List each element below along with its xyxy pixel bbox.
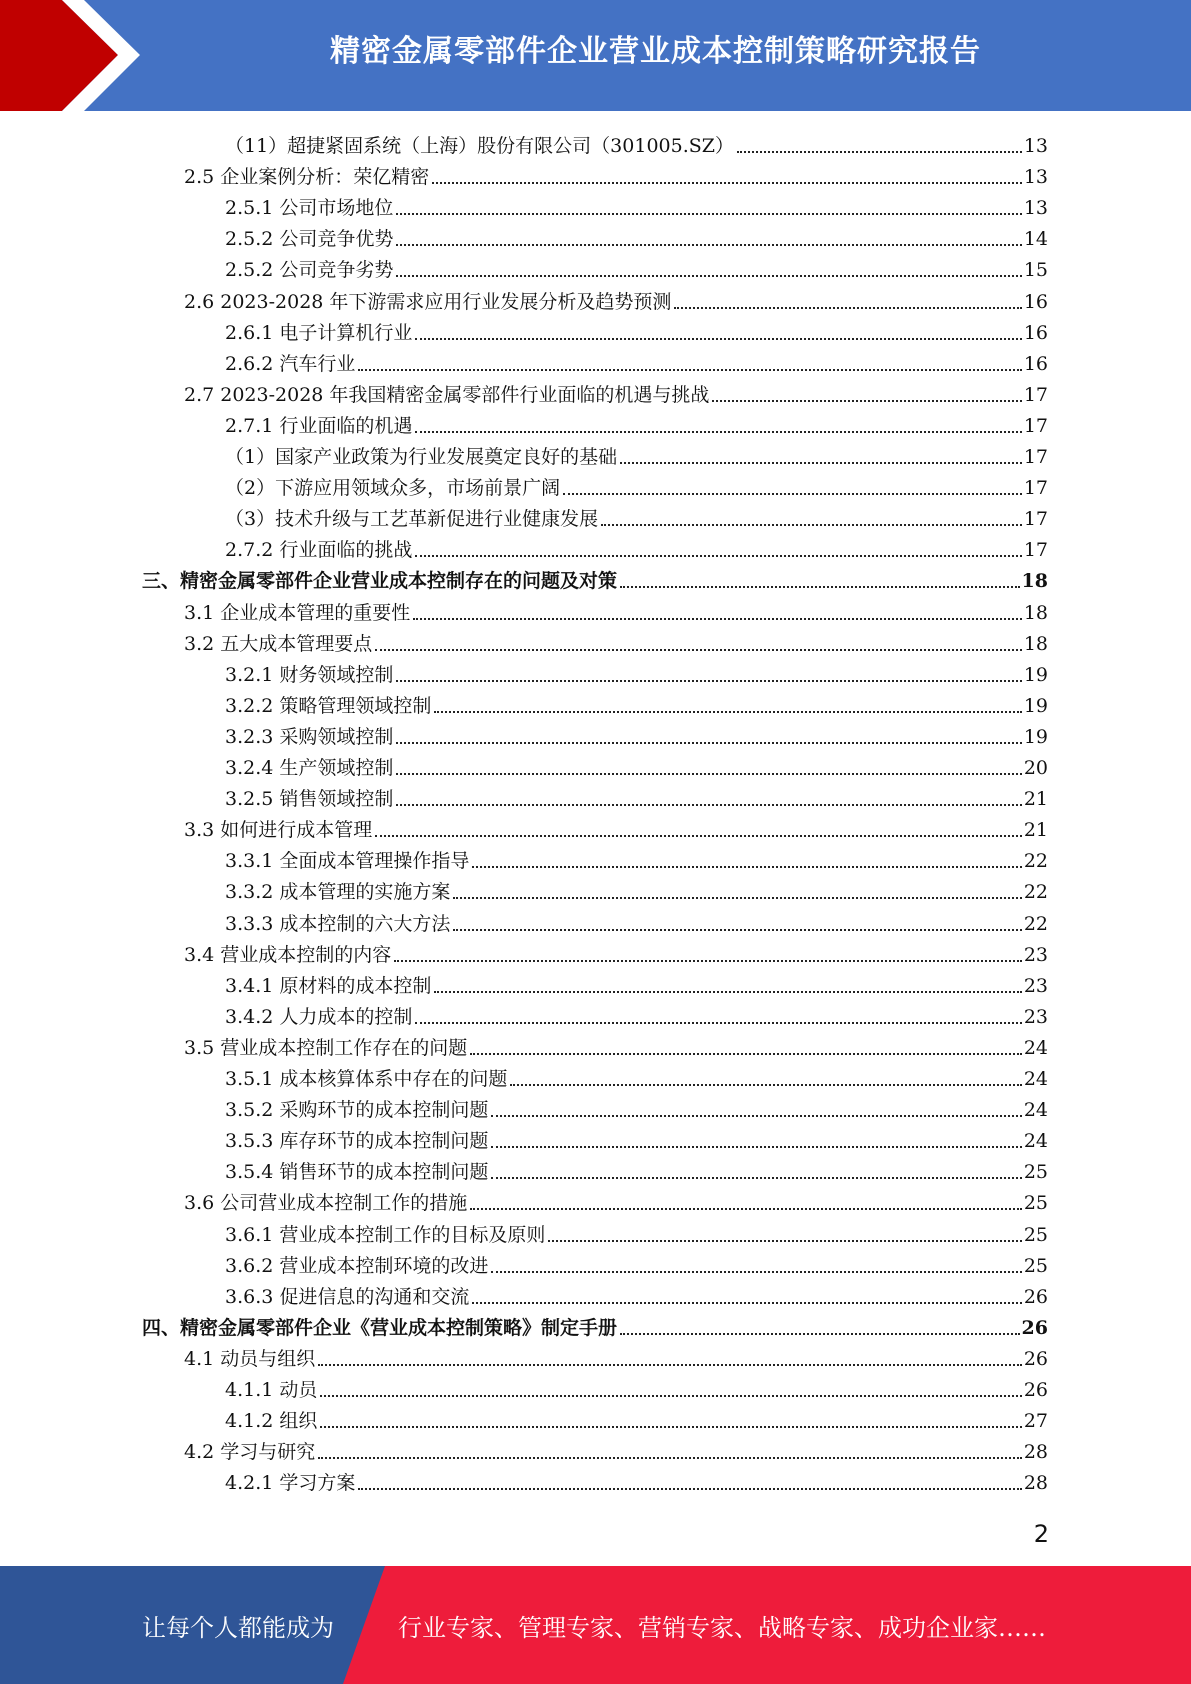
- toc-entry[interactable]: [225, 1092, 1048, 1123]
- toc-entry[interactable]: [184, 937, 1048, 968]
- toc-entry-page: 21: [1023, 819, 1048, 842]
- toc-dot-leader: [396, 679, 1021, 682]
- toc-entry[interactable]: [225, 346, 1048, 377]
- toc-dot-leader: [472, 865, 1021, 868]
- toc-entry[interactable]: [225, 1154, 1048, 1185]
- toc-dot-leader: [413, 617, 1022, 620]
- toc-entry-page: 25: [1023, 1223, 1048, 1246]
- toc-entry-page: 28: [1023, 1441, 1048, 1464]
- toc-dot-leader: [470, 1207, 1022, 1210]
- toc-dot-leader: [601, 523, 1022, 526]
- toc-dot-leader: [318, 1363, 1022, 1366]
- toc-entry-page: 22: [1023, 912, 1048, 935]
- toc-dot-leader: [620, 585, 1020, 588]
- toc-entry[interactable]: [184, 626, 1048, 657]
- toc-entry-page: 18: [1023, 632, 1048, 655]
- toc-entry-page: 17: [1023, 508, 1048, 531]
- toc-dot-leader: [396, 772, 1021, 775]
- toc-entry-title: 2.6 2023-2028 年下游需求应用行业发展分析及趋势预测: [184, 290, 672, 313]
- toc-dot-leader: [491, 1145, 1021, 1148]
- toc-entry-page: 19: [1023, 725, 1048, 748]
- toc-entry-title: 3.3 如何进行成本管理: [184, 819, 373, 842]
- toc-entry-title: 3.6 公司营业成本控制工作的措施: [184, 1192, 468, 1215]
- toc-entry[interactable]: [225, 781, 1048, 812]
- toc-dot-leader: [712, 399, 1021, 402]
- toc-entry-page: 25: [1023, 1161, 1048, 1184]
- toc-entry-title: （11）超捷紧固系统（上海）股份有限公司（301005.SZ）: [225, 135, 734, 157]
- toc-entry-title: 2.5.1 公司市场地位: [225, 197, 394, 220]
- toc-entry[interactable]: [225, 719, 1048, 750]
- toc-entry-title: （2）下游应用领域众多，市场前景广阔: [225, 477, 561, 500]
- toc-entry[interactable]: [225, 1123, 1048, 1154]
- toc-entry-title: 4.1.1 动员: [225, 1379, 318, 1401]
- toc-entry-title: 3.6.3 促进信息的沟通和交流: [225, 1285, 470, 1308]
- toc-entry[interactable]: [225, 906, 1048, 937]
- toc-entry-title: 3.2.5 销售领域控制: [225, 788, 394, 811]
- toc-entry-title: 4.2.1 学习方案: [225, 1472, 356, 1495]
- toc-dot-leader: [415, 430, 1021, 433]
- toc-entry-title: 2.5.2 公司竞争劣势: [225, 259, 394, 282]
- toc-dot-leader: [375, 648, 1022, 651]
- toc-entry-page: 27: [1023, 1410, 1048, 1433]
- toc-entry-page: 26: [1023, 1285, 1048, 1308]
- toc-entry[interactable]: [225, 1061, 1048, 1092]
- toc-entry-title: 3.1 企业成本管理的重要性: [184, 601, 411, 624]
- toc-entry-page: 13: [1023, 166, 1048, 189]
- toc-dot-leader: [453, 928, 1021, 931]
- toc-entry-page: 18: [1023, 601, 1048, 624]
- toc-entry-title: 3.2.4 生产领域控制: [225, 757, 394, 779]
- toc-entry-page: 28: [1023, 1472, 1048, 1495]
- toc-dot-leader: [396, 803, 1021, 806]
- toc-dot-leader: [674, 306, 1021, 309]
- toc-entry-page: 21: [1023, 788, 1048, 811]
- toc-entry-page: 22: [1023, 881, 1048, 904]
- toc-dot-leader: [415, 554, 1021, 557]
- toc-dot-leader: [396, 741, 1021, 744]
- toc-dot-leader: [470, 1052, 1022, 1055]
- toc-entry-title: （3）技术升级与工艺革新促进行业健康发展: [225, 508, 599, 531]
- report-title: 精密金属零部件企业营业成本控制策略研究报告: [330, 34, 981, 69]
- toc-entry-title: 2.6.2 汽车行业: [225, 352, 356, 375]
- toc-entry-page: 25: [1023, 1254, 1048, 1277]
- toc-entry-title: 3.2.1 财务领域控制: [225, 663, 394, 686]
- toc-entry-page: 26: [1023, 1347, 1048, 1370]
- toc-entry[interactable]: [225, 688, 1048, 719]
- toc-entry-page: 13: [1023, 197, 1048, 220]
- toc-entry-title: 4.2 学习与研究: [184, 1441, 316, 1464]
- toc-entry-page: 18: [1021, 570, 1048, 593]
- toc-dot-leader: [320, 1425, 1021, 1428]
- toc-entry[interactable]: [184, 812, 1048, 843]
- toc-entry-page: 16: [1023, 290, 1048, 313]
- toc-entry-title: 4.1 动员与组织: [184, 1347, 316, 1370]
- toc-dot-leader: [563, 492, 1022, 495]
- toc-entry-title: 四、精密金属零部件企业《营业成本控制策略》制定手册: [142, 1316, 618, 1339]
- toc-entry[interactable]: [225, 1372, 1048, 1403]
- toc-dot-leader: [548, 1239, 1021, 1242]
- toc-entry[interactable]: [225, 408, 1048, 439]
- toc-dot-leader: [432, 181, 1022, 184]
- toc-dot-leader: [472, 1301, 1021, 1304]
- toc-entry[interactable]: [142, 563, 1048, 594]
- toc-entry[interactable]: [225, 968, 1048, 999]
- toc-entry-page: 14: [1023, 228, 1048, 251]
- toc-entry[interactable]: [184, 1030, 1048, 1061]
- toc-dot-leader: [491, 1270, 1021, 1273]
- toc-entry-page: 20: [1023, 757, 1048, 779]
- toc-dot-leader: [396, 243, 1021, 246]
- toc-dot-leader: [375, 834, 1022, 837]
- toc-entry[interactable]: [225, 128, 1048, 159]
- toc-entry-page: 17: [1023, 414, 1048, 437]
- toc-dot-leader: [453, 896, 1021, 899]
- toc-dot-leader: [415, 337, 1021, 340]
- toc-dot-leader: [434, 710, 1021, 713]
- toc-entry-title: 3.2.2 策略管理领域控制: [225, 694, 432, 717]
- toc-entry-title: 2.7.1 行业面临的机遇: [225, 414, 413, 437]
- toc-entry-title: 2.7 2023-2028 年我国精密金属零部件行业面临的机遇与挑战: [184, 383, 710, 406]
- toc-entry-page: 23: [1023, 974, 1048, 997]
- toc-entry[interactable]: [184, 377, 1048, 408]
- page-number: 2: [1033, 1520, 1049, 1548]
- toc-entry[interactable]: [225, 221, 1048, 252]
- toc-entry-page: 23: [1023, 943, 1048, 966]
- toc-entry[interactable]: [225, 1248, 1048, 1279]
- toc-dot-leader: [358, 1487, 1021, 1490]
- toc-entry-title: 3.3.1 全面成本管理操作指导: [225, 850, 470, 873]
- toc-entry-title: 3.4.2 人力成本的控制: [225, 1005, 413, 1028]
- toc-entry-page: 19: [1023, 663, 1048, 686]
- toc-entry[interactable]: [225, 1465, 1048, 1496]
- toc-dot-leader: [434, 990, 1021, 993]
- toc-entry-title: 3.5.3 库存环节的成本控制问题: [225, 1130, 489, 1153]
- toc-entry[interactable]: [225, 190, 1048, 221]
- toc-entry[interactable]: [225, 657, 1048, 688]
- page-footer: [0, 1566, 1191, 1684]
- toc-entry-title: 2.5.2 公司竞争优势: [225, 228, 394, 251]
- toc-entry[interactable]: [225, 1403, 1048, 1434]
- toc-entry-page: 22: [1023, 850, 1048, 873]
- toc-entry-title: 3.3.3 成本控制的六大方法: [225, 912, 451, 935]
- toc-entry-title: 3.4.1 原材料的成本控制: [225, 974, 432, 997]
- toc-entry-page: 26: [1021, 1316, 1048, 1339]
- toc-entry-page: 16: [1023, 352, 1048, 375]
- toc-entry[interactable]: [184, 284, 1048, 315]
- toc-entry-title: 三、精密金属零部件企业营业成本控制存在的问题及对策: [142, 570, 618, 593]
- toc-entry-page: 19: [1023, 694, 1048, 717]
- toc-entry-page: 13: [1023, 135, 1048, 157]
- toc-entry-title: 3.2.3 采购领域控制: [225, 725, 394, 748]
- toc-dot-leader: [396, 274, 1021, 277]
- toc-entry-page: 17: [1023, 539, 1048, 562]
- toc-entry[interactable]: [184, 159, 1048, 190]
- toc-entry-page: 17: [1023, 477, 1048, 500]
- toc-dot-leader: [396, 212, 1021, 215]
- toc-entry-title: 3.2 五大成本管理要点: [184, 632, 373, 655]
- toc-dot-leader: [394, 959, 1022, 962]
- toc-entry[interactable]: [184, 595, 1048, 626]
- toc-entry-title: 3.5 营业成本控制工作存在的问题: [184, 1036, 468, 1059]
- toc-dot-leader: [358, 368, 1021, 371]
- toc-dot-leader: [318, 1456, 1022, 1459]
- toc-entry-title: 3.3.2 成本管理的实施方案: [225, 881, 451, 904]
- toc-entry-title: 3.4 营业成本控制的内容: [184, 943, 392, 966]
- toc-entry-title: 3.6.2 营业成本控制环境的改进: [225, 1254, 489, 1277]
- toc-entry[interactable]: [225, 1217, 1048, 1248]
- toc-entry[interactable]: [225, 843, 1048, 874]
- toc-dot-leader: [320, 1394, 1021, 1397]
- toc-entry[interactable]: [225, 315, 1048, 346]
- toc-entry[interactable]: [225, 874, 1048, 905]
- page-header: [0, 0, 1191, 111]
- toc-dot-leader: [737, 150, 1022, 153]
- toc-entry-page: 16: [1023, 321, 1048, 344]
- toc-entry-page: 23: [1023, 1005, 1048, 1028]
- toc-entry-title: 2.6.1 电子计算机行业: [225, 321, 413, 344]
- toc-entry[interactable]: [225, 501, 1048, 532]
- toc-entry-page: 24: [1023, 1068, 1048, 1090]
- toc-entry[interactable]: [184, 1341, 1048, 1372]
- toc-entry-title: 3.5.2 采购环节的成本控制问题: [225, 1099, 489, 1122]
- toc-entry-page: 24: [1023, 1036, 1048, 1059]
- footer-slogan-left: 让每个人都能成为: [142, 1614, 334, 1642]
- toc-dot-leader: [510, 1083, 1021, 1086]
- toc-entry[interactable]: [184, 1434, 1048, 1465]
- toc-dot-leader: [491, 1176, 1021, 1179]
- toc-entry-title: 3.5.4 销售环节的成本控制问题: [225, 1161, 489, 1184]
- toc-dot-leader: [620, 1332, 1020, 1335]
- toc-entry[interactable]: [225, 999, 1048, 1030]
- toc-entry[interactable]: [225, 532, 1048, 563]
- toc-dot-leader: [491, 1114, 1021, 1117]
- toc-dot-leader: [415, 1021, 1021, 1024]
- toc-entry[interactable]: [225, 252, 1048, 283]
- toc-entry-title: 4.1.2 组织: [225, 1410, 318, 1433]
- toc-entry[interactable]: [225, 1279, 1048, 1310]
- toc-entry[interactable]: [225, 750, 1048, 781]
- toc-entry-page: 15: [1023, 259, 1048, 282]
- toc-entry-title: 3.6.1 营业成本控制工作的目标及原则: [225, 1223, 546, 1246]
- toc-entry[interactable]: [225, 470, 1048, 501]
- toc-entry-page: 24: [1023, 1099, 1048, 1122]
- toc-entry[interactable]: [142, 1310, 1048, 1341]
- toc-entry-page: 17: [1023, 446, 1048, 468]
- toc-entry-page: 25: [1023, 1192, 1048, 1215]
- toc-entry[interactable]: [225, 439, 1048, 470]
- toc-entry[interactable]: [184, 1185, 1048, 1216]
- footer-slogan-right: 行业专家、管理专家、营销专家、战略专家、成功企业家……: [398, 1614, 1046, 1642]
- toc-entry-title: （1）国家产业政策为行业发展奠定良好的基础: [225, 446, 618, 468]
- toc-entry-page: 17: [1023, 383, 1048, 406]
- toc-entry-title: 2.7.2 行业面临的挑战: [225, 539, 413, 562]
- toc-dot-leader: [620, 461, 1022, 464]
- toc-entry-title: 2.5 企业案例分析：荣亿精密: [184, 166, 430, 189]
- toc-entry-page: 24: [1023, 1130, 1048, 1153]
- toc-entry-page: 26: [1023, 1379, 1048, 1401]
- toc-entry-title: 3.5.1 成本核算体系中存在的问题: [225, 1068, 508, 1090]
